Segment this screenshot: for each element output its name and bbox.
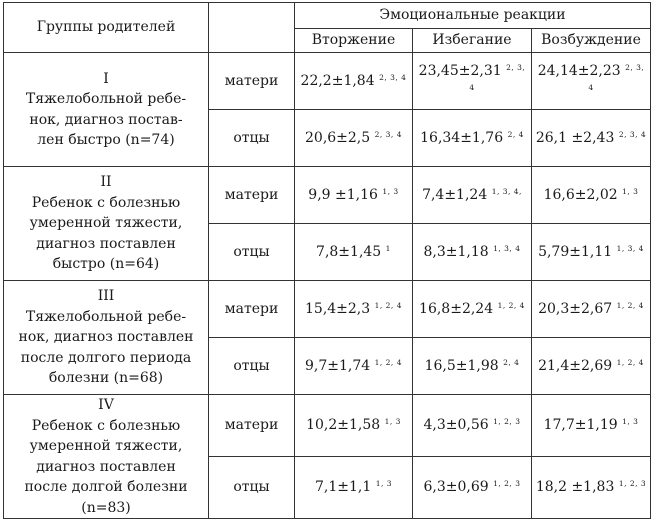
value: 16,8±2,24: [419, 300, 494, 317]
value-cell: [295, 457, 413, 519]
reactions-header: Эмоциональные реакции: [295, 3, 651, 29]
group-label: [4, 395, 209, 519]
significance-marks: 1, 2, 4: [616, 300, 644, 310]
significance-marks: 1, 3: [622, 417, 639, 427]
group-description-line: после долгого периода: [20, 349, 192, 366]
value-cell: [532, 167, 651, 224]
value-cell: [413, 457, 532, 519]
value: 21,4±2,69: [538, 357, 613, 374]
significance-marks: 2, 3, 4: [618, 129, 647, 139]
value: 9,9 ±1,16: [308, 186, 378, 203]
significance-marks: 2, 3, 4: [588, 62, 645, 92]
significance-marks: 1, 2, 3: [493, 417, 521, 427]
table-row: [4, 395, 651, 457]
group-description-line: умеренной тяжести,: [29, 438, 183, 454]
parent-label: матери: [209, 167, 295, 224]
group-numeral: III: [97, 288, 115, 305]
value-cell: [295, 167, 413, 224]
significance-marks: 1, 3, 4: [616, 243, 644, 253]
parent-label: отцы: [209, 110, 295, 167]
significance-marks: 2, 3, 4: [374, 129, 402, 139]
significance-marks: 1, 2, 4: [616, 357, 644, 367]
group-description-line: диагноз поставлен: [36, 458, 176, 475]
value-cell: [413, 281, 532, 338]
significance-marks: 1, 3: [382, 186, 399, 196]
group-numeral: IV: [98, 397, 114, 413]
group-label: [4, 167, 209, 281]
significance-marks: 2, 4: [507, 129, 524, 139]
column-header-intrusion: Вторжение: [295, 29, 413, 53]
value: 26,1 ±2,43: [535, 129, 615, 146]
value: 16,6±2,02: [543, 186, 618, 203]
significance-marks: 1: [385, 243, 391, 253]
value-cell: [295, 281, 413, 338]
significance-marks: 1, 2, 4: [374, 357, 402, 367]
value: 5,79±1,11: [538, 243, 613, 260]
value-cell: [413, 110, 532, 167]
value: 16,5±1,98: [424, 357, 499, 374]
value-cell: [295, 338, 413, 395]
significance-marks: 2, 3, 4: [469, 62, 526, 92]
table-row: [4, 53, 651, 110]
value: 23,45±2,31: [418, 62, 502, 79]
table-row: [4, 281, 651, 338]
value: 7,1±1,1: [314, 479, 372, 496]
emotional-reactions-table: [3, 2, 651, 519]
value-cell: [413, 338, 532, 395]
value-cell: [413, 395, 532, 457]
value: 10,2±1,58: [306, 417, 381, 434]
parent-label: матери: [209, 281, 295, 338]
value: 4,3±0,56: [423, 417, 489, 434]
value: 7,4±1,24: [422, 186, 488, 203]
group-description-line: Ребенок с болезнью: [31, 417, 181, 434]
group-description-line: Ребенок с болезнью: [31, 194, 181, 211]
parent-label: матери: [209, 395, 295, 457]
group-description-line: нок, диагноз постав-: [29, 111, 183, 128]
value-cell: [413, 224, 532, 281]
group-label: [4, 53, 209, 167]
value-cell: [295, 110, 413, 167]
table-row: [4, 167, 651, 224]
value: 22,2±1,84: [300, 72, 375, 89]
value: 20,6±2,5: [305, 129, 371, 146]
column-header-arousal: Возбуждение: [532, 29, 651, 53]
parent-label: отцы: [209, 338, 295, 395]
value: 6,3±0,69: [423, 479, 489, 496]
column-header-avoidance: Избегание: [413, 29, 532, 53]
value: 15,4±2,3: [305, 300, 371, 317]
group-description-line: быстро (n=64): [52, 256, 160, 273]
significance-marks: 1, 2, 3: [493, 479, 521, 489]
table-body: [4, 53, 651, 519]
significance-marks: 1, 2, 3: [618, 479, 647, 489]
value-cell: [295, 395, 413, 457]
value: 8,3±1,18: [423, 243, 489, 260]
group-description-line: болезни (n=68): [48, 370, 164, 387]
significance-marks: 2, 3, 4: [379, 72, 407, 82]
value: 9,7±1,74: [305, 357, 371, 374]
significance-marks: 1, 3: [622, 186, 639, 196]
value-cell: [532, 338, 651, 395]
significance-marks: 2, 4: [503, 357, 520, 367]
significance-marks: 1, 2, 4: [374, 300, 402, 310]
value-cell: [532, 53, 651, 110]
value: 18,2 ±1,83: [535, 479, 615, 496]
parent-label: отцы: [209, 457, 295, 519]
group-label: [4, 281, 209, 395]
group-description-line: Тяжелобольной ребе-: [25, 308, 187, 325]
value: 20,3±2,67: [538, 300, 613, 317]
value-cell: [532, 281, 651, 338]
value-cell: [532, 457, 651, 519]
significance-marks: 1, 3: [384, 417, 401, 427]
value-cell: [532, 110, 651, 167]
parent-label: отцы: [209, 224, 295, 281]
group-numeral: I: [103, 70, 109, 87]
group-description-line: диагноз поставлен: [36, 235, 176, 252]
significance-marks: 1, 3, 4: [493, 243, 521, 253]
value-cell: [295, 53, 413, 110]
value-cell: [413, 53, 532, 110]
significance-marks: 1, 3, 4,: [491, 186, 522, 196]
group-description-line: умеренной тяжести,: [29, 215, 183, 232]
group-description-line: после долгой болезни: [24, 479, 188, 495]
value-cell: [295, 224, 413, 281]
group-description-line: (n=83): [81, 499, 131, 516]
value: 16,34±1,76: [420, 129, 504, 146]
value: 17,7±1,19: [543, 417, 618, 434]
group-numeral: II: [100, 174, 112, 191]
parent-label: матери: [209, 53, 295, 110]
group-description-line: нок, диагноз поставлен: [18, 329, 194, 346]
parent-header: [209, 3, 295, 53]
value: 7,8±1,45: [316, 243, 382, 260]
group-description-line: Тяжелобольной ребе-: [25, 91, 187, 107]
value: 24,14±2,23: [537, 62, 621, 79]
value-cell: [532, 395, 651, 457]
significance-marks: 1, 3: [375, 479, 393, 489]
group-description-line: лен быстро (n=74): [37, 132, 175, 148]
value-cell: [532, 224, 651, 281]
groups-header: Группы родителей: [4, 3, 209, 53]
significance-marks: 1, 2, 4: [497, 300, 525, 310]
value-cell: [413, 167, 532, 224]
